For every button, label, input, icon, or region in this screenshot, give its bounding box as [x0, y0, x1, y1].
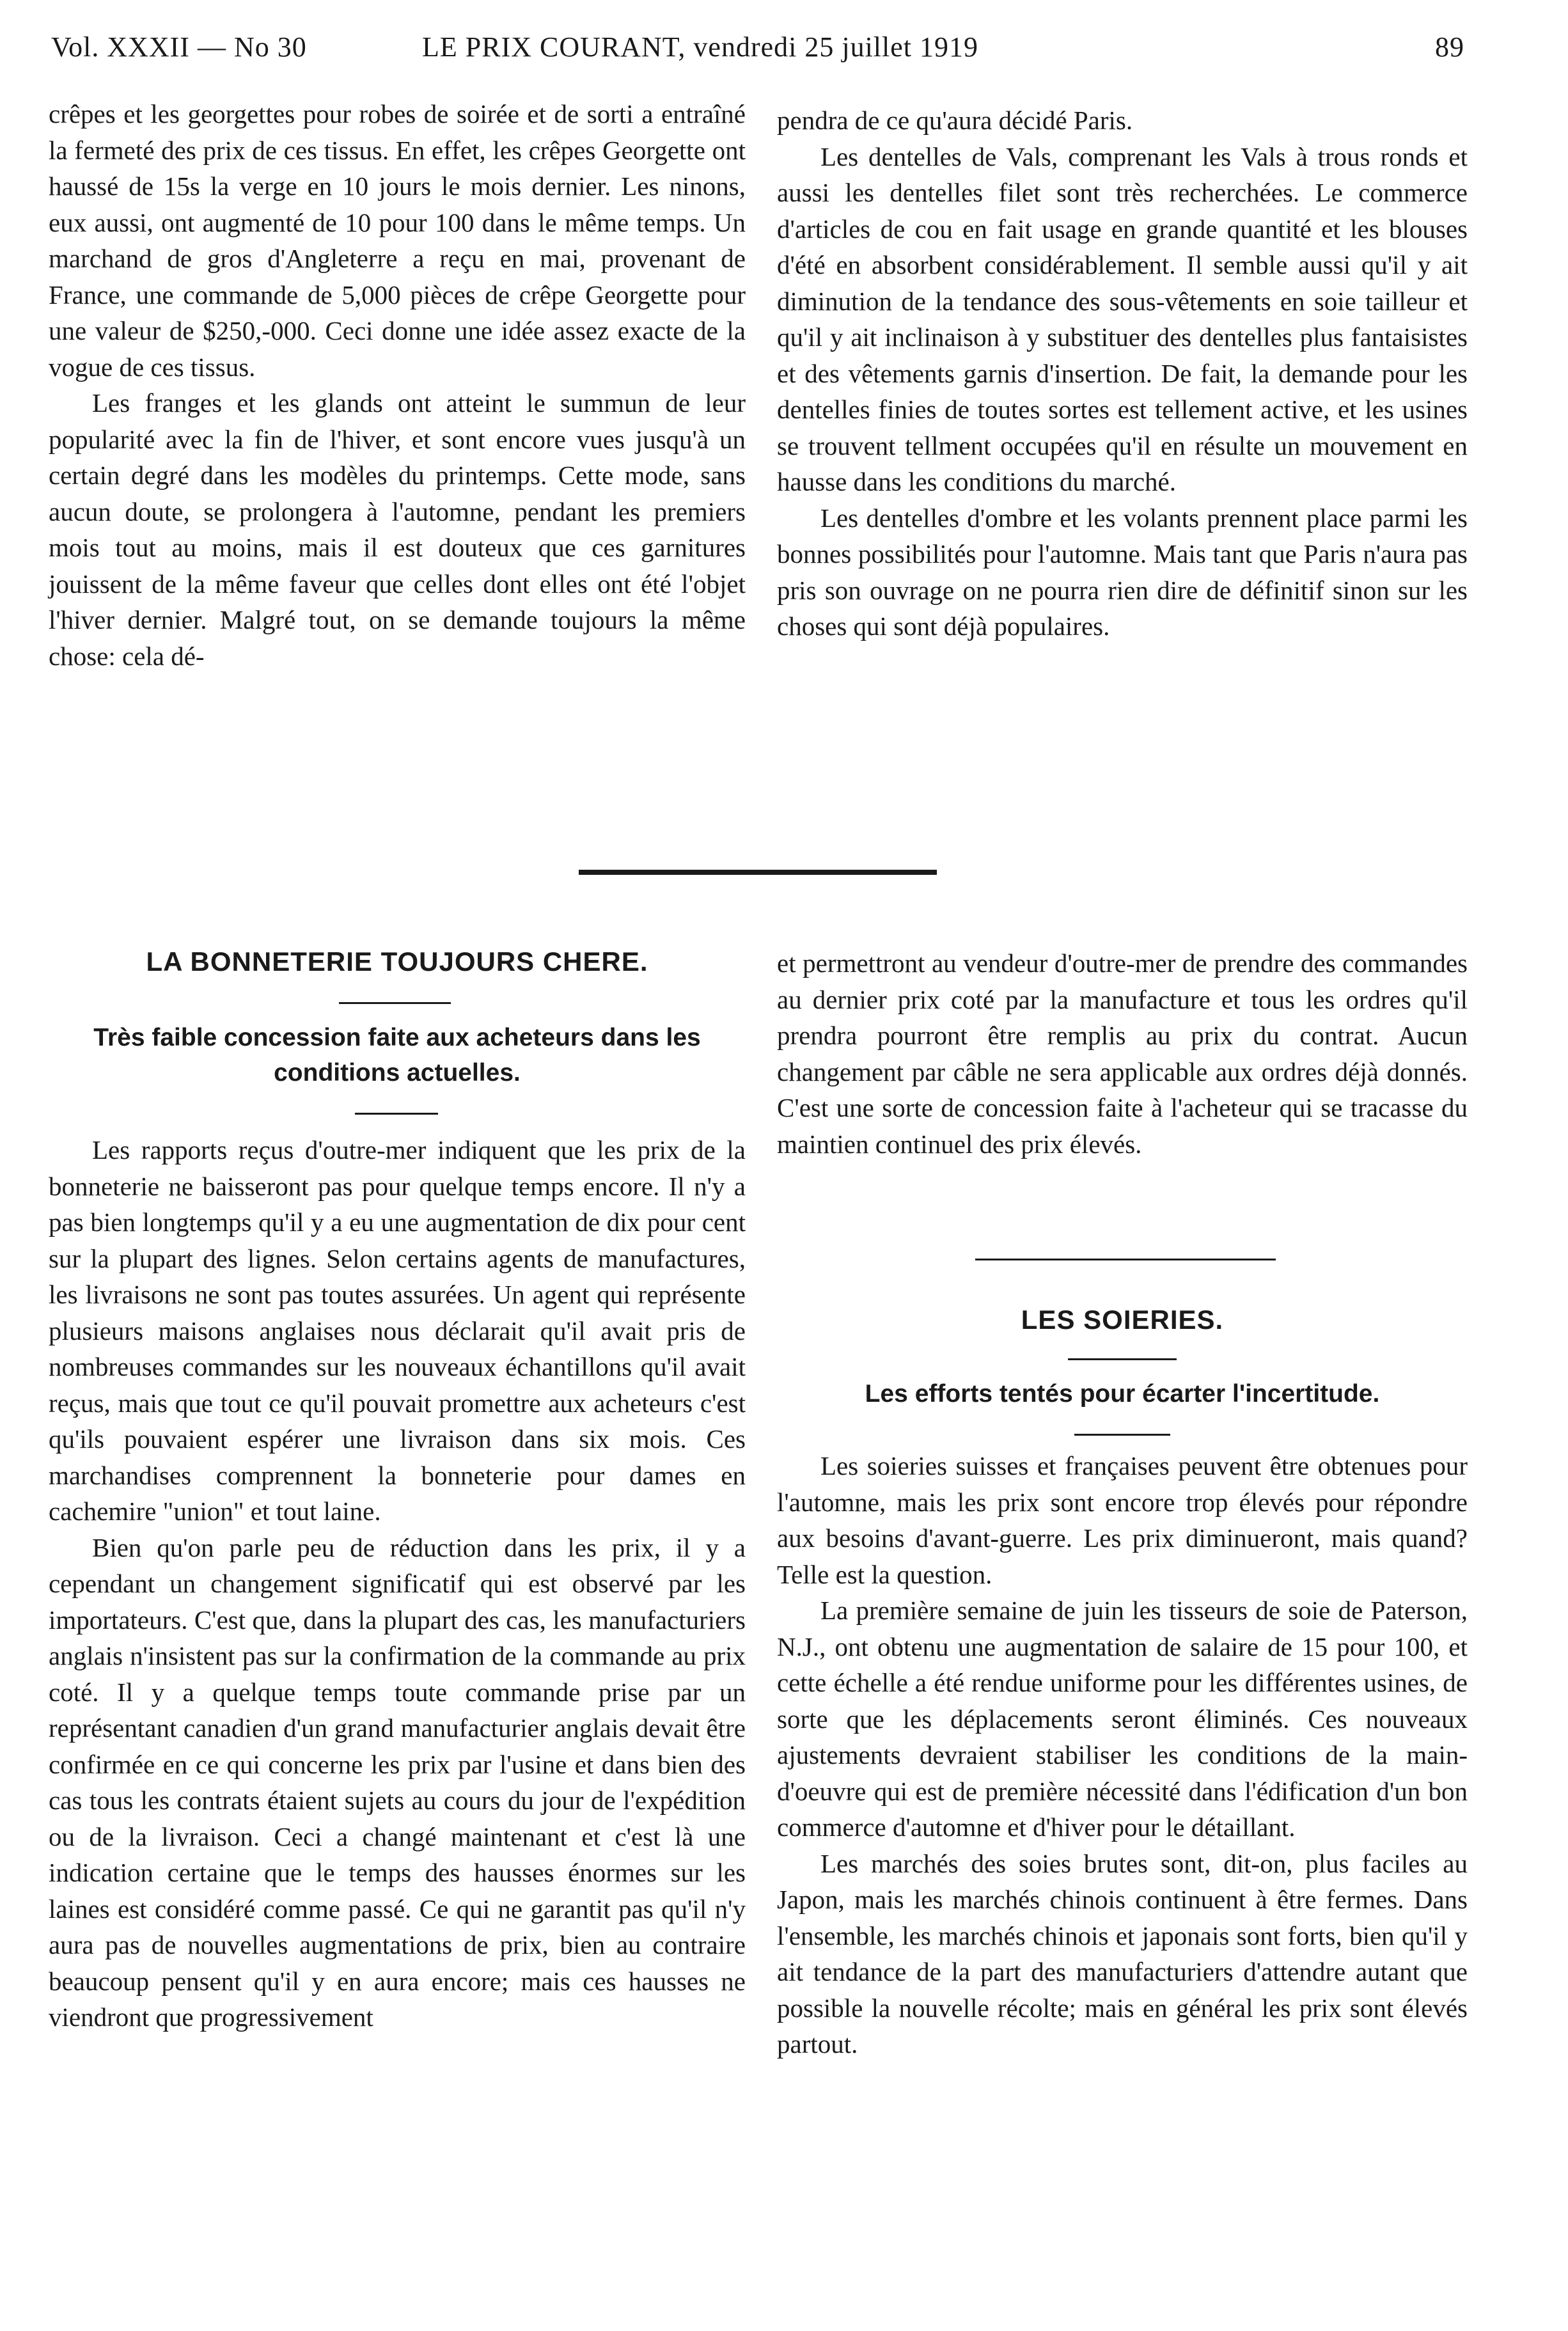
page-number: 89: [1435, 31, 1464, 63]
paragraph: La première semaine de juin les tisseurs de soie de Paterson, N.J., ont obtenu une augmentation de salaire de 15 pour 100, et cette échelle a été rendue uniforme pour les différentes usines, de sorte que les déplacements seront éliminés. Ces nouveaux ajustements devraient stabiliser les conditions de la main-d'oeuvre qui est de première nécessité dans l'édification d'un bon commerce d'automne et d'hiver pour le détaillant.: [777, 1596, 1468, 1842]
top-article-left-column: [49, 96, 746, 674]
subheading-rule: [1074, 1434, 1170, 1436]
paragraph: Les marchés des soies brutes sont, dit-on, plus faciles au Japon, mais les marchés chinois continuent à être fermes. Dans l'ensemble, les marchés chinois et japonais sont forts, bien qu'il y ait tendance de la part des manufacturiers d'attendre autant que possible la nouvelle récolte; mais en général les prix sont élevés partout.: [777, 1848, 1468, 2059]
paragraph: Bien qu'on parle peu de réduction dans les prix, il y a cependant un changement significatif qui est observé par les importateurs. C'est que, dans la plupart des cas, les manufacturiers anglais n'insistent pas sur la confirmation de la commande au prix coté. Il y a quelque temps toute commande prise par un représentant canadien d'un grand manufacturier anglais devait être confirmée en ce qui concerne les prix par l'usine et dans bien des cas tous les contrats étaient sujets au cours du jour de l'expédition ou de la livraison. Ceci a changé maintenant et c'est là une indication certaine que le temps des hausses énormes sur les laines est considéré comme passé. Ce qui ne garantit pas qu'il n'y aura pas de nouvelles augmentations de prix, bien au contraire beaucoup pensent qu'il y en aura encore; mais ces hausses ne viendront que progressivement: [49, 1532, 746, 2032]
soieries-column: [777, 1448, 1468, 2062]
volume-number: Vol. XXXII — No 30: [51, 31, 307, 63]
publication-title: LE PRIX COURANT, vendredi 25 juillet 1919: [422, 31, 978, 63]
article-heading-soieries: LES SOIERIES.: [1021, 1305, 1224, 1335]
paragraph: Les dentelles de Vals, comprenant les Vals à trous ronds et aussi les dentelles filet sont très recherchées. Le commerce d'articles de cou en fait usage en grande quantité et les blouses d'été en absorbent considérablement. Il semble aussi qu'il y ait diminution de la tendance des sous-vêtements en soie tailleur et qu'il y ait inclinaison à y substituer des dentelles plus fantaisistes et des vêtements garnis d'insertion. De fait, la demande pour les dentelles finies de toutes sortes est tellement active, et les usines se trouvent tellment occupées qu'il en résulte un mouvement en hausse dans les conditions du marché.: [777, 141, 1468, 496]
page-header: [51, 31, 1464, 77]
article-divider: [975, 1259, 1276, 1260]
subheading-rule: [355, 1113, 438, 1115]
paragraph: et permettront au vendeur d'outre-mer de prendre des commandes au dernier prix coté par la manufacture et tous les ordres qu'il prendra pourront être remplis au prix du contrat. Aucun changement par câble ne sera applicable aux ordres déjà donnés. C'est une sorte de concession faite à l'acheteur qui se tracasse du maintien continuel des prix élevés.: [777, 948, 1468, 1159]
paragraph: pendra de ce qu'aura décidé Paris.: [777, 106, 1133, 135]
paragraph: Les soieries suisses et françaises peuvent être obtenues pour l'automne, mais les prix sont encore trop élevés pour répondre aux besoins d'avant-guerre. Les prix diminueront, mais quand? Telle est la question.: [777, 1451, 1468, 1589]
article-subheading-soieries: Les efforts tentés pour écarter l'incertitude.: [865, 1380, 1380, 1408]
top-article-right-column: [777, 102, 1468, 645]
article-subheading-bonneterie: Très faible concession faite aux acheteurs dans les conditions actuelles.: [93, 1024, 701, 1087]
article-heading-bonneterie: LA BONNETERIE TOUJOURS CHERE.: [146, 946, 648, 977]
heading-rule: [1068, 1358, 1177, 1360]
bonneterie-left-column: [49, 1132, 746, 2036]
bonneterie-right-continuation: [777, 945, 1468, 1162]
section-divider: [579, 870, 937, 875]
paragraph: Les dentelles d'ombre et les volants prennent place parmi les bonnes possibilités pour l'automne. Mais tant que Paris n'aura pas pris son ouvrage on ne pourra rien dire de définitif sinon sur les choses qui sont déjà populaires.: [777, 503, 1468, 641]
paragraph: crêpes et les georgettes pour robes de soirée et de sorti a entraîné la fermeté des prix de ces tissus. En effet, les crêpes Georgette ont haussé de 15s la verge en 10 jours le mois dernier. Les ninons, eux aussi, ont augmenté de 10 pour 100 dans le même temps. Un marchand de gros d'Angleterre a reçu en mai, provenant de France, une commande de 5,000 pièces de crêpe Georgette pour une valeur de $250,-000. Ceci donne une idée assez exacte de la vogue de ces tissus.: [49, 99, 746, 382]
paragraph: Les franges et les glands ont atteint le summun de leur popularité avec la fin de l'hiver, et sont encore vues jusqu'à un certain degré dans les modèles du printemps. Cette mode, sans aucun doute, se prolongera à l'automne, pendant les premiers mois tout au moins, mais il est douteux que ces garnitures jouissent de la même faveur que celles dont elles ont été l'objet l'hiver dernier. Malgré tout, on se demande toujours la même chose: cela dé-: [49, 388, 746, 671]
paragraph: Les rapports reçus d'outre-mer indiquent que les prix de la bonneterie ne baisseront pas pour quelque temps encore. Il n'y a pas bien longtemps qu'il y a eu une augmentation de dix pour cent sur la plupart des lignes. Selon certains agents de manufactures, les livraisons ne sont pas toutes assurées. Un agent qui représente plusieurs maisons anglaises nous déclarait qu'il avait pris de nombreuses commandes sur les nouveaux échantillons qu'il avait reçus, mais que tout ce qu'il pouvait promettre aux acheteurs c'est qu'ils pouvaient espérer une livraison dans six mois. Ces marchandises comprennent la bonneterie pour dames en cachemire "union" et tout laine.: [49, 1135, 746, 1526]
heading-rule: [339, 1002, 451, 1004]
